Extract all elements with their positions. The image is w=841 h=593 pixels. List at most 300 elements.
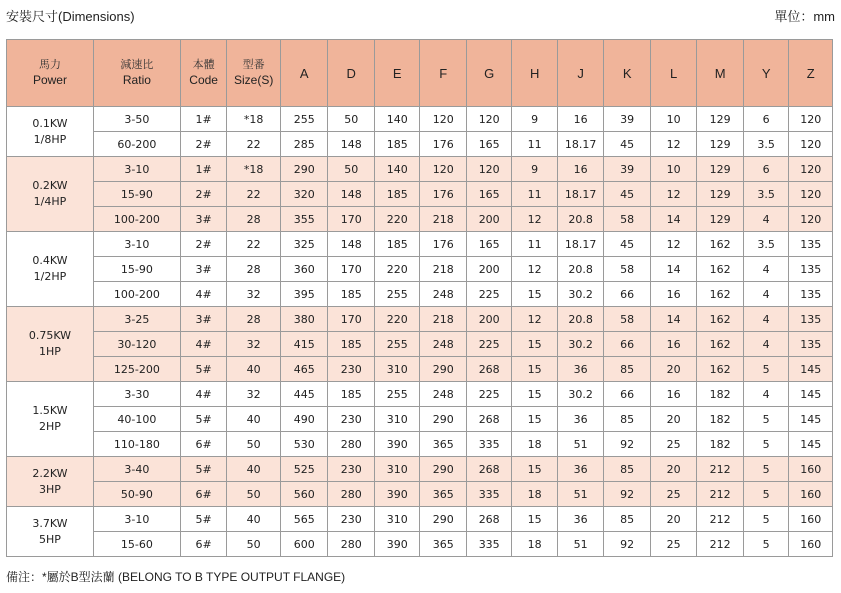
table-cell: 268 (466, 507, 511, 532)
table-row (7, 432, 833, 457)
table-cell: 25 (650, 482, 697, 507)
table-cell: 280 (328, 482, 375, 507)
table-cell: 185 (328, 332, 375, 357)
table-cell: 11 (512, 132, 557, 157)
table-cell: 268 (466, 357, 511, 382)
header-h: H (512, 40, 557, 107)
table-cell: 36 (557, 357, 604, 382)
power-kw: 0.2KW (32, 179, 68, 192)
table-cell: 560 (280, 482, 328, 507)
table-cell: 20 (650, 457, 697, 482)
table-cell: 3-25 (93, 307, 180, 332)
table-cell: 525 (280, 457, 328, 482)
header-power-en: Power (32, 73, 67, 87)
table-cell: 36 (557, 407, 604, 432)
table-cell: 50 (227, 432, 281, 457)
table-cell: 66 (604, 332, 651, 357)
header-code-en: Code (189, 73, 218, 87)
table-cell: 9 (512, 157, 557, 182)
table-cell: 92 (604, 432, 651, 457)
table-cell: 120 (789, 207, 833, 232)
header-g: G (466, 40, 511, 107)
table-cell: 12 (512, 307, 557, 332)
table-row (7, 532, 833, 557)
table-cell: 268 (466, 457, 511, 482)
table-cell: 32 (227, 282, 281, 307)
table-cell: 85 (604, 407, 651, 432)
table-cell: 16 (650, 282, 697, 307)
table-cell: 10 (650, 107, 697, 132)
table-cell: 135 (789, 257, 833, 282)
table-cell: 22 (227, 232, 281, 257)
table-cell: 185 (374, 182, 419, 207)
table-cell: 25 (650, 532, 697, 557)
table-cell: 380 (280, 307, 328, 332)
table-cell: 290 (420, 407, 467, 432)
table-cell: 5# (180, 507, 227, 532)
header-row (7, 40, 833, 107)
table-cell: 6 (743, 157, 788, 182)
table-cell: 18 (512, 432, 557, 457)
table-cell: 360 (280, 257, 328, 282)
table-cell: 129 (697, 157, 744, 182)
table-cell: 58 (604, 207, 651, 232)
table-cell: 66 (604, 382, 651, 407)
table-cell: 2# (180, 132, 227, 157)
table-cell: 390 (374, 482, 419, 507)
table-cell: 160 (789, 482, 833, 507)
table-row (7, 407, 833, 432)
table-cell: 218 (420, 207, 467, 232)
table-cell: 165 (466, 232, 511, 257)
table-cell: 135 (789, 232, 833, 257)
table-cell: 5 (743, 357, 788, 382)
table-cell: 30.2 (557, 332, 604, 357)
table-cell: 165 (466, 132, 511, 157)
table-cell: 120 (789, 157, 833, 182)
table-cell: 145 (789, 407, 833, 432)
table-cell: 85 (604, 507, 651, 532)
table-cell: 390 (374, 432, 419, 457)
table-cell: 92 (604, 532, 651, 557)
table-cell: 28 (227, 207, 281, 232)
table-cell: 120 (789, 182, 833, 207)
table-cell: 148 (328, 132, 375, 157)
table-cell: 15 (512, 507, 557, 532)
table-cell: 212 (697, 532, 744, 557)
table-cell: 4 (743, 207, 788, 232)
power-hp: 5HP (39, 532, 61, 546)
table-cell: 3-40 (93, 457, 180, 482)
table-cell: 445 (280, 382, 328, 407)
table-cell: 6# (180, 532, 227, 557)
table-cell: 15 (512, 407, 557, 432)
table-cell: 162 (697, 232, 744, 257)
table-cell: 310 (374, 357, 419, 382)
table-cell: 6# (180, 432, 227, 457)
table-cell: 248 (420, 382, 467, 407)
power-hp: 3HP (39, 482, 61, 496)
power-cell (7, 307, 94, 382)
table-cell: 110-180 (93, 432, 180, 457)
table-cell: 145 (789, 357, 833, 382)
table-cell: 325 (280, 232, 328, 257)
table-cell: 14 (650, 257, 697, 282)
table-cell: 58 (604, 257, 651, 282)
table-cell: 230 (328, 507, 375, 532)
power-cell (7, 382, 94, 457)
table-cell: 120 (466, 107, 511, 132)
table-cell: 185 (328, 382, 375, 407)
table-cell: 162 (697, 357, 744, 382)
table-cell: 15 (512, 357, 557, 382)
table-cell: 14 (650, 307, 697, 332)
table-cell: 22 (227, 132, 281, 157)
table-cell: 310 (374, 457, 419, 482)
table-cell: 200 (466, 307, 511, 332)
table-row (7, 182, 833, 207)
table-cell: 12 (650, 132, 697, 157)
header-ratio (93, 40, 180, 107)
table-cell: 248 (420, 332, 467, 357)
table-cell: 20.8 (557, 257, 604, 282)
table-cell: 9 (512, 107, 557, 132)
table-cell: 16 (650, 332, 697, 357)
table-cell: 415 (280, 332, 328, 357)
table-cell: 4 (743, 332, 788, 357)
table-cell: 290 (420, 357, 467, 382)
table-cell: 129 (697, 182, 744, 207)
table-row (7, 482, 833, 507)
table-cell: 176 (420, 182, 467, 207)
header-m: M (697, 40, 744, 107)
table-cell: 182 (697, 432, 744, 457)
table-cell: 20 (650, 407, 697, 432)
table-cell: 148 (328, 182, 375, 207)
table-cell: 3.5 (743, 132, 788, 157)
table-cell: 2# (180, 182, 227, 207)
table-cell: 12 (512, 257, 557, 282)
header-l: L (650, 40, 697, 107)
table-cell: 248 (420, 282, 467, 307)
table-cell: 3# (180, 307, 227, 332)
table-cell: 12 (650, 232, 697, 257)
table-cell: 129 (697, 107, 744, 132)
table-cell: 212 (697, 457, 744, 482)
power-cell (7, 457, 94, 507)
table-cell: 3-10 (93, 507, 180, 532)
table-row (7, 132, 833, 157)
table-cell: 170 (328, 207, 375, 232)
table-cell: 120 (789, 132, 833, 157)
table-cell: 162 (697, 307, 744, 332)
page-title: 安裝尺寸(Dimensions) (6, 9, 135, 24)
table-cell: 218 (420, 257, 467, 282)
table-row (7, 382, 833, 407)
table-cell: 255 (374, 282, 419, 307)
dimensions-table (6, 39, 833, 557)
table-cell: 5 (743, 482, 788, 507)
table-cell: 92 (604, 482, 651, 507)
power-kw: 2.2KW (32, 466, 68, 480)
table-cell: 4 (743, 282, 788, 307)
table-cell: 565 (280, 507, 328, 532)
table-cell: 40 (227, 507, 281, 532)
table-cell: 4 (743, 257, 788, 282)
power-hp: 2HP (39, 420, 61, 433)
table-cell: 268 (466, 407, 511, 432)
table-cell: 18.17 (557, 182, 604, 207)
table-cell: 165 (466, 182, 511, 207)
table-cell: 255 (374, 332, 419, 357)
power-cell (7, 107, 94, 157)
table-cell: 135 (789, 332, 833, 357)
table-cell: 50 (227, 532, 281, 557)
table-cell: 20.8 (557, 207, 604, 232)
table-cell: 39 (604, 107, 651, 132)
table-cell: 40 (227, 457, 281, 482)
table-cell: 310 (374, 507, 419, 532)
table-cell: 50-90 (93, 482, 180, 507)
table-cell: 230 (328, 407, 375, 432)
table-row (7, 507, 833, 532)
table-cell: 160 (789, 457, 833, 482)
table-cell: 85 (604, 457, 651, 482)
table-cell: 212 (697, 482, 744, 507)
table-cell: 148 (328, 232, 375, 257)
table-cell: 310 (374, 407, 419, 432)
header-size (227, 40, 281, 107)
table-cell: 100-200 (93, 282, 180, 307)
table-cell: 3-10 (93, 157, 180, 182)
table-cell: 390 (374, 532, 419, 557)
table-cell: 58 (604, 307, 651, 332)
table-cell: 85 (604, 357, 651, 382)
table-cell: 162 (697, 257, 744, 282)
power-kw: 1.5KW (32, 404, 68, 417)
table-cell: 66 (604, 282, 651, 307)
table-cell: 140 (374, 107, 419, 132)
table-cell: 170 (328, 307, 375, 332)
table-row (7, 457, 833, 482)
header-power (7, 40, 94, 107)
table-cell: 182 (697, 407, 744, 432)
table-cell: *18 (227, 157, 281, 182)
table-cell: 5# (180, 357, 227, 382)
table-cell: 3.5 (743, 232, 788, 257)
table-cell: 12 (512, 207, 557, 232)
table-cell: 162 (697, 332, 744, 357)
table-cell: 45 (604, 132, 651, 157)
table-cell: 6# (180, 482, 227, 507)
table-cell: 4# (180, 282, 227, 307)
table-cell: 120 (466, 157, 511, 182)
table-cell: 185 (374, 232, 419, 257)
table-cell: 200 (466, 207, 511, 232)
table-cell: 3-30 (93, 382, 180, 407)
table-cell: 100-200 (93, 207, 180, 232)
table-cell: 125-200 (93, 357, 180, 382)
unit-label: 單位：mm (774, 9, 835, 24)
table-cell: 230 (328, 457, 375, 482)
table-cell: 129 (697, 207, 744, 232)
table-cell: 50 (328, 157, 375, 182)
table-cell: 30-120 (93, 332, 180, 357)
table-cell: 225 (466, 382, 511, 407)
table-cell: 365 (420, 532, 467, 557)
table-cell: 335 (466, 482, 511, 507)
table-cell: 4 (743, 307, 788, 332)
table-cell: 15 (512, 457, 557, 482)
table-row (7, 332, 833, 357)
table-cell: 12 (650, 182, 697, 207)
table-cell: 10 (650, 157, 697, 182)
table-cell: 5# (180, 407, 227, 432)
table-cell: 50 (328, 107, 375, 132)
table-cell: 6 (743, 107, 788, 132)
table-cell: 365 (420, 432, 467, 457)
table-cell: 140 (374, 157, 419, 182)
header-size-cn: 型番 (242, 59, 265, 71)
table-cell: 11 (512, 232, 557, 257)
header-z: Z (789, 40, 833, 107)
table-cell: 225 (466, 282, 511, 307)
table-cell: 15-60 (93, 532, 180, 557)
table-cell: 20.8 (557, 307, 604, 332)
power-hp: 1/2HP (33, 270, 67, 283)
table-cell: 2# (180, 232, 227, 257)
table-cell: 120 (789, 107, 833, 132)
table-body (7, 107, 833, 557)
table-cell: 120 (420, 157, 467, 182)
table-cell: 30.2 (557, 382, 604, 407)
table-row (7, 257, 833, 282)
table-cell: 220 (374, 307, 419, 332)
table-cell: 5 (743, 507, 788, 532)
table-cell: 32 (227, 332, 281, 357)
table-cell: 25 (650, 432, 697, 457)
table-row (7, 307, 833, 332)
table-cell: 28 (227, 307, 281, 332)
table-cell: 5 (743, 432, 788, 457)
table-cell: 20 (650, 507, 697, 532)
table-cell: 530 (280, 432, 328, 457)
header-e: E (374, 40, 419, 107)
table-cell: 162 (697, 282, 744, 307)
table-cell: 18 (512, 482, 557, 507)
table-cell: 15-90 (93, 182, 180, 207)
table-cell: 50 (227, 482, 281, 507)
table-cell: 14 (650, 207, 697, 232)
header-code-cn: 本體 (192, 59, 215, 71)
header-ratio-en: Ratio (122, 73, 151, 87)
table-cell: 22 (227, 182, 281, 207)
table-cell: 185 (374, 132, 419, 157)
table-cell: 3-10 (93, 232, 180, 257)
header-k: K (604, 40, 651, 107)
table-cell: 220 (374, 207, 419, 232)
table-cell: 465 (280, 357, 328, 382)
table-cell: 30.2 (557, 282, 604, 307)
table-cell: 355 (280, 207, 328, 232)
table-cell: 185 (328, 282, 375, 307)
table-cell: 16 (557, 157, 604, 182)
table-cell: 490 (280, 407, 328, 432)
table-cell: 365 (420, 482, 467, 507)
table-cell: 16 (557, 107, 604, 132)
table-cell: 45 (604, 182, 651, 207)
table-cell: 218 (420, 307, 467, 332)
table-cell: 255 (280, 107, 328, 132)
table-row (7, 282, 833, 307)
power-hp: 1HP (39, 345, 61, 358)
table-cell: 1# (180, 157, 227, 182)
table-cell: 280 (328, 432, 375, 457)
table-cell: 45 (604, 232, 651, 257)
table-cell: 212 (697, 507, 744, 532)
table-cell: 18 (512, 532, 557, 557)
table-row (7, 107, 833, 132)
table-cell: 200 (466, 257, 511, 282)
table-cell: 176 (420, 132, 467, 157)
power-hp: 1/4HP (33, 195, 67, 208)
table-cell: 5 (743, 532, 788, 557)
table-cell: 4# (180, 382, 227, 407)
table-row (7, 232, 833, 257)
table-cell: 28 (227, 257, 281, 282)
table-cell: 135 (789, 282, 833, 307)
header-code (180, 40, 227, 107)
table-cell: 160 (789, 532, 833, 557)
table-cell: 280 (328, 532, 375, 557)
table-cell: 36 (557, 507, 604, 532)
table-cell: 15 (512, 282, 557, 307)
table-cell: 182 (697, 382, 744, 407)
table-cell: 15 (512, 332, 557, 357)
power-cell (7, 232, 94, 307)
table-cell: 335 (466, 532, 511, 557)
table-cell: 51 (557, 532, 604, 557)
table-cell: 51 (557, 432, 604, 457)
table-cell: *18 (227, 107, 281, 132)
table-cell: 60-200 (93, 132, 180, 157)
table-cell: 120 (420, 107, 467, 132)
table-cell: 290 (420, 457, 467, 482)
footnote: 備注：*屬於B型法蘭 (BELONG TO B TYPE OUTPUT FLANGE) (6, 570, 346, 584)
header-y: Y (743, 40, 788, 107)
table-cell: 600 (280, 532, 328, 557)
table-cell: 4 (743, 382, 788, 407)
power-kw: 0.1KW (32, 116, 68, 130)
table-cell: 11 (512, 182, 557, 207)
header-a: A (280, 40, 328, 107)
power-hp: 1/8HP (33, 132, 67, 146)
table-cell: 230 (328, 357, 375, 382)
table-cell: 145 (789, 382, 833, 407)
table-cell: 39 (604, 157, 651, 182)
power-cell (7, 157, 94, 232)
table-cell: 15-90 (93, 257, 180, 282)
power-kw: 0.4KW (32, 254, 68, 267)
table-cell: 18.17 (557, 232, 604, 257)
table-cell: 15 (512, 382, 557, 407)
table-cell: 145 (789, 432, 833, 457)
table-cell: 129 (697, 132, 744, 157)
table-cell: 18.17 (557, 132, 604, 157)
table-cell: 3-50 (93, 107, 180, 132)
header-power-cn: 馬力 (38, 59, 61, 71)
table-cell: 290 (420, 507, 467, 532)
